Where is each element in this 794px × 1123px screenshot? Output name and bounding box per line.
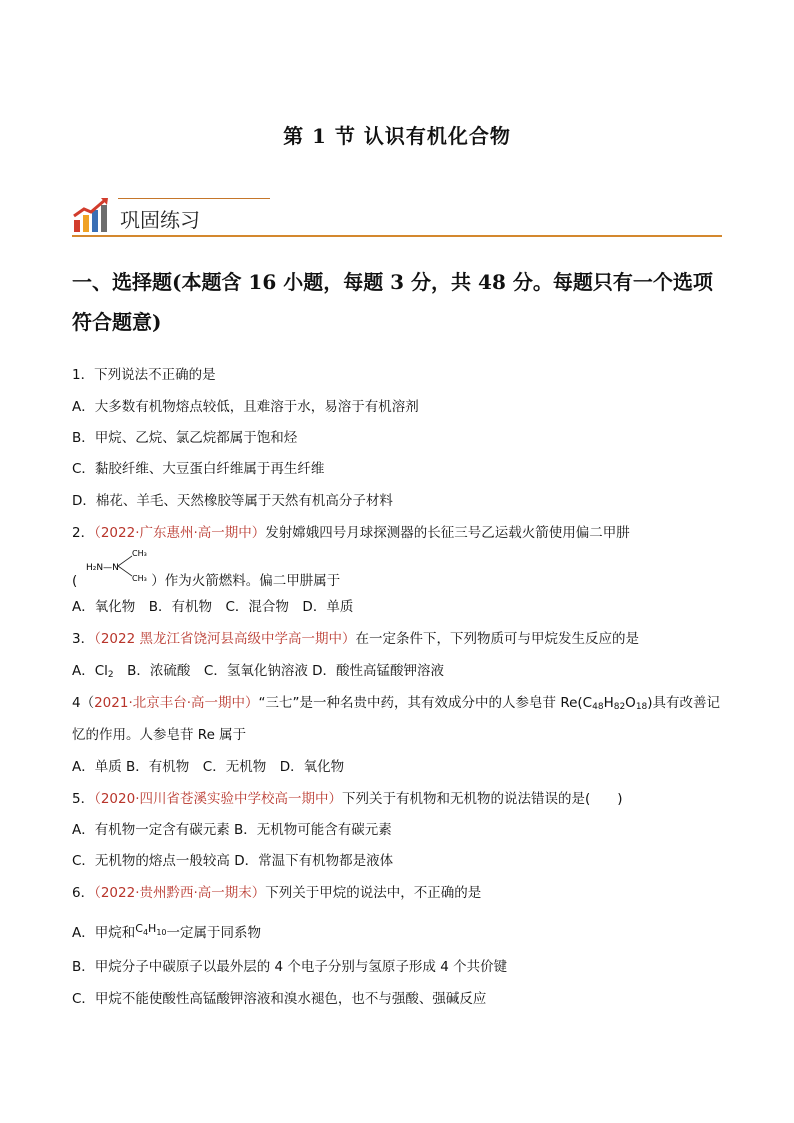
q2-stem-text: 发射嫦娥四号月球探测器的长征三号乙运载火箭使用偏二甲肼 [265,525,630,541]
part-heading: 一、选择题(本题含 16 小题，每题 3 分，共 48 分。每题只有一个选项符合题意) [72,270,713,334]
q5-stem [72,790,732,808]
q6-option-b: B．甲烷分子中碳原子以最外层的 4 个电子分别与氢原子形成 4 个共价键 [72,959,508,975]
q3-option-a: A．Cl [72,663,108,679]
q6-option-c: C．甲烷不能使酸性高锰酸钾溶液和溴水褪色，也不与强酸、强碱反应 [72,991,487,1007]
mol-left-label: H₂N—N [86,563,119,573]
q3-options-rest: B．浓硫酸 C．氢氧化钠溶液 D．酸性高锰酸钾溶液 [113,663,445,679]
q2-stem-cont-text: ）作为火箭燃料。偏二甲肼属于 [151,573,341,589]
q1-option-c: C．黏胶纤维、大豆蛋白纤维属于再生纤维 [72,461,325,477]
q6-stem [72,884,732,902]
banner-divider [72,235,722,237]
q6-number: 6． [72,885,95,901]
mol-bottom-methyl: CH₃ [132,574,147,583]
q5-options-ab: A．有机物一定含有碳元素 B．无机物可能含有碳元素 [72,822,392,838]
rising-bar-chart-icon [72,196,110,234]
q4-stem-text: “三七”是一种名贵中药，其有效成分中的人参皂苷 Re(C [258,695,593,711]
mol-top-methyl: CH₃ [132,549,147,558]
q3-number: 3． [72,631,95,647]
q6-formula-c-sub: 4 [142,928,149,938]
q5-number: 5． [72,791,95,807]
q6-option-a-post: 一定属于同系物 [166,925,261,941]
q6-stem-text: 下列关于甲烷的说法中，不正确的是 [265,885,482,901]
q6-formula-h-sub: 10 [156,928,167,938]
q5-options-cd: C．无机物的熔点一般较高 D．常温下有机物都是液体 [72,853,394,869]
q4-stem [72,694,732,716]
q2-stem [72,524,732,542]
q6-formula-c: C [135,922,143,935]
q6-option-a-pre: A．甲烷和 [72,925,136,941]
q2-source: （2022·广东惠州·高一期中） [94,525,266,541]
page-title: 第 1 节 认识有机化合物 [283,124,511,148]
q1-option-a: A．大多数有机物熔点较低，且难溶于水，易溶于有机溶剂 [72,399,419,415]
q3-option-a-sub: 2 [107,670,114,680]
q6-option-a [72,924,732,947]
q3-stem-text: 在一定条件下，下列物质可与甲烷发生反应的是 [355,631,639,647]
q6-formula [135,922,167,938]
q4-formula-h: H [603,695,614,711]
q3-source: （2022 黑龙江省饶河县高级中学高一期中） [94,631,356,647]
q6-formula-h: H [148,922,157,935]
q4-stem-text-end: )具有改善记 [647,695,721,711]
q5-stem-text: 下列关于有机物和无机物的说法错误的是( ) [342,791,623,807]
section-banner [72,196,722,238]
q2-number: 2． [72,525,95,541]
q5-source: （2020·四川省苍溪实验中学校高一期中） [94,791,342,807]
q4-formula-sub-h: 82 [613,702,626,712]
q4-formula-sub-o: 18 [635,702,648,712]
q2-paren-open: ( [72,573,78,589]
q6-source: （2022·贵州黔西·高一期末） [94,885,266,901]
q3-stem [72,630,732,648]
q4-stem-cont: 忆的作用。人参皂苷 Re 属于 [72,727,247,743]
banner-label: 巩固练习 [120,208,200,232]
q2-options: A．氧化物 B．有机物 C．混合物 D．单质 [72,599,354,615]
q4-formula-sub-c: 48 [592,702,604,712]
q1-option-d: D．棉花、羊毛、天然橡胶等属于天然有机高分子材料 [72,493,393,509]
q4-source: 2021·北京丰台·高一期中） [94,695,259,711]
q4-formula-o: O [625,695,636,711]
q1-stem: 1．下列说法不正确的是 [72,367,216,383]
banner-top-line [118,198,270,199]
q1-option-b: B．甲烷、乙烷、氯乙烷都属于饱和烃 [72,430,298,446]
q3-options [72,662,732,684]
q4-options: A．单质 B．有机物 C．无机物 D．氧化物 [72,759,345,775]
q2-stem-cont [72,572,732,590]
q4-number: 4（ [72,695,95,711]
